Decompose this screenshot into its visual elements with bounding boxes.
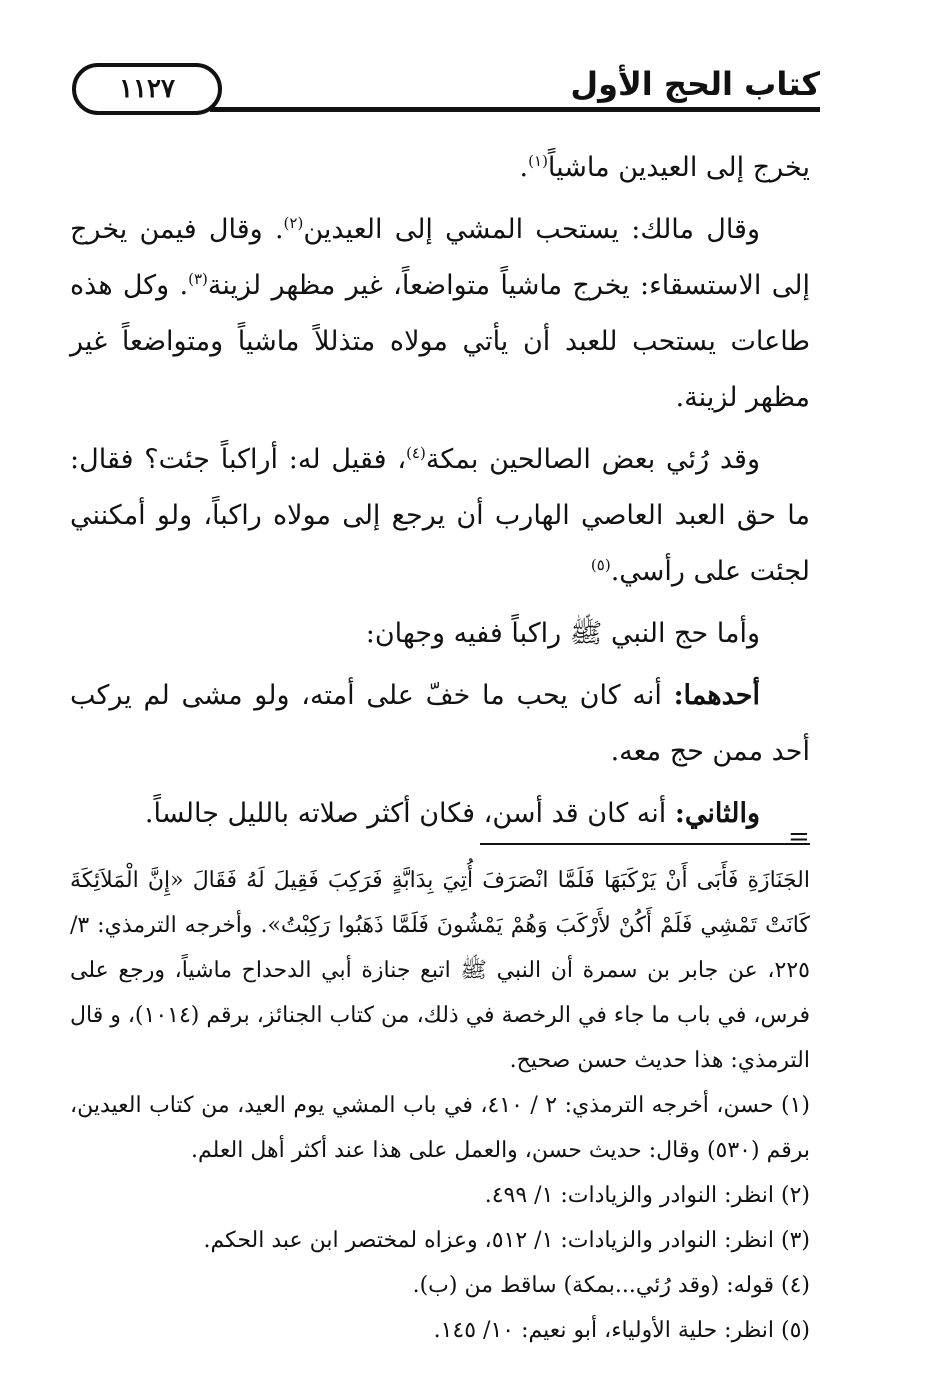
footnotes <box>70 858 810 1353</box>
paragraph-3: وقد رُئي بعض الصالحين بمكة$^{(٤)}$، فقيل له: أراكباً جئت؟ فقال: ما حق العبد العاصي الهارب أن يرجع إلى مولاه راكباً، ولو أمكنني لجئت على رأسي.$^{(٥)}$ <box>70 444 810 587</box>
book-title: كتاب الحج الأول <box>570 65 820 103</box>
footnote-ref-2[interactable]: (٢) <box>283 214 304 232</box>
paragraph-2: وقال مالك: يستحب المشي إلى العيدين$^{(٢)}$. وقال فيمن يخرج إلى الاستسقاء: يخرج ماشياً متواضعاً، غير مظهر لزينة$^{(٣)}$. وكل هذه طاعات يستحب للعبد أن يأتي مولاه متذللاً ماشياً ومتواضعاً غير مظهر لزينة. <box>70 214 810 413</box>
paragraph-5: أحدهما: أنه كان يحب ما خفّ على أمته، ولو مشى لم يركب أحد ممن حج معه. <box>70 680 810 767</box>
separator-mark: = <box>788 822 810 852</box>
footnote-ref-3[interactable]: (٣) <box>188 270 208 288</box>
footnote-separator <box>480 843 810 845</box>
footnote-1: (١) حسن، أخرجه الترمذي: ٢ / ٤١٠، في باب المشي يوم العيد، من كتاب العيدين، برقم (٥٣٠) وقال: حديث حسن، والعمل على هذا عند أكثر أهل العلم. <box>70 1093 810 1163</box>
header-rule <box>210 107 820 112</box>
page-number: ١١٢٧ <box>72 63 222 115</box>
footnote-ref-4[interactable]: (٤) <box>406 444 426 462</box>
footnote-3: (٣) انظر: النوادر والزيادات: ١/ ٥١٢، وعزاه لمختصر ابن عبد الحكم. <box>203 1228 810 1253</box>
footnote-5: (٥) انظر: حلية الأولياء، أبو نعيم: ١٠/ ١٤٥. <box>433 1318 810 1343</box>
page-header <box>60 55 820 125</box>
footnote-4: (٤) قوله: (وقد رُئي...بمكة) ساقط من (ب). <box>412 1273 810 1298</box>
footnote-ref-1[interactable]: (١) <box>528 152 548 170</box>
footnote-continuation: الجَنَازَةِ فَأَبَى أَنْ يَرْكَبَهَا فَلَمَّا انْصَرَفَ أُتِيَ بِدَابَّةٍ فَرَكِبَ فَقِيلَ لَهُ فَقَالَ «إِنَّ الْمَلاَئِكَةَ كَانَتْ تَمْشِي فَلَمْ أَكُنْ لأَرْكَبَ وَهُمْ يَمْشُونَ فَلَمَّا ذَهَبُوا رَكِبْتُ». وأخرجه الترمذي: ٣/ ٢٢٥، عن جابر بن سمرة أن النبي ﷺ اتبع جنازة أبي الدحداح ماشياً، ورجع على فرس، في باب ما جاء في الرخصة في ذلك، من كتاب الجنائز، برقم (١٠١٤)، و قال الترمذي: هذا حديث حسن صحيح. <box>70 868 810 1073</box>
footnote-ref-5[interactable]: (٥) <box>590 556 611 574</box>
footnote-2: (٢) انظر: النوادر والزيادات: ١/ ٤٩٩. <box>484 1183 810 1208</box>
paragraph-4: وأما حج النبي ﷺ راكباً ففيه وجهان: <box>365 618 760 649</box>
main-text <box>70 140 810 848</box>
paragraph-6: والثاني: أنه كان قد أسن، فكان أكثر صلاته بالليل جالساً. <box>144 798 760 829</box>
paragraph-1: يخرج إلى العيدين ماشياً$^{(١)}$. <box>519 152 810 183</box>
